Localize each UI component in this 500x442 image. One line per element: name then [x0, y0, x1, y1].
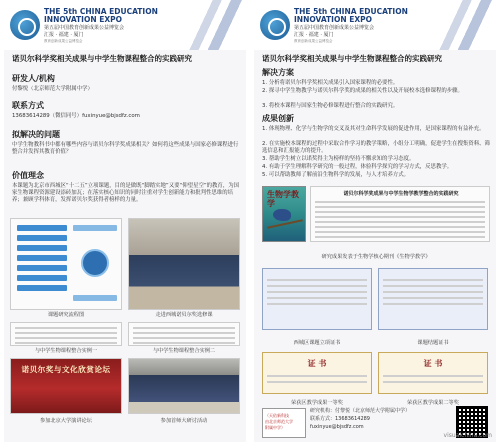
right-poster	[254, 0, 496, 442]
innovation-item-5: 5. 可以帮助教师了解前沿生物科学的发展，与人才培养方式。	[262, 172, 410, 178]
innovation-item-2: 2. 在实施校本课程的过程中采取合作学习的教学策略，小组分工明确，促进学生在搜集资料、筛选信息和汇报能力的提升。	[262, 141, 490, 155]
article-title: 诺贝尔科学奖成果与中学生物学教学整合的实践研究	[343, 191, 459, 197]
expo-logo-icon	[260, 10, 290, 40]
article-page	[310, 186, 490, 242]
expo-title-cn: 第五届中国教育创新成果公益博览会	[294, 25, 375, 31]
project-certificate	[262, 268, 372, 330]
innovation-item-3: 3. 帮助学生树立以诺奖得主为榜样的坚持不懈求知的学习态度。	[262, 156, 415, 162]
award-certificate-2	[378, 352, 488, 394]
flow-chart-image	[10, 218, 122, 310]
contact-note-1: （天佑新科技	[265, 413, 289, 418]
expo-logo-icon	[10, 10, 40, 40]
innovation-item-4: 4. 有助于学生理解科学研究的一般过程，体验科学探究的学习方式，反思教学。	[262, 164, 453, 170]
contact-note-box	[262, 408, 306, 438]
expo-subtitle: 教育创新成果公益博览会	[294, 39, 333, 43]
header-stripe	[428, 0, 496, 50]
contact-label-1: 研究机构：付黎悦（北京师范大学附属中学）	[310, 408, 411, 414]
problem-text: 中学生物教科书中都有哪些内容与诺贝尔科学奖成果相关？如何将这些成果与国家必修课程进行整合并发挥其教育价值？	[12, 142, 239, 156]
innovation-item-1: 1. 体现物理、化学与生物学的交叉及其对生命科学发展的促进作用，是国家课程的有益补充。	[262, 126, 485, 132]
expo-header-right	[254, 0, 496, 50]
expo-title-line2: INNOVATION EXPO	[44, 15, 122, 24]
contact-label-3: fuxinyue@bjsdfz.com	[310, 424, 364, 430]
award-certificate-1	[262, 352, 372, 394]
completion-certificate	[378, 268, 488, 330]
bird-icon	[273, 209, 291, 221]
solution-heading: 解决方案	[262, 68, 294, 77]
lecture-caption: 参加首师大研讨活动	[160, 418, 208, 424]
integration-doc-2	[128, 322, 240, 346]
classroom-photo	[128, 218, 240, 310]
award-caption-2: 荣获区教学成果二等奖	[407, 400, 459, 406]
solution-item-2: 2. 探寻中学生物教学与诺贝尔科学奖的成果的相关性以及开展校本选修课程的步骤。	[262, 88, 463, 94]
flow-caption: 课题研究流程图	[47, 312, 85, 318]
developer-heading: 研发人/机构	[12, 74, 55, 83]
cert-caption-2: 课题结题证书	[417, 340, 449, 346]
left-poster	[4, 0, 246, 442]
solution-item-3: 3. 将校本课程与国家生物必修课程进行整合的实践研究。	[262, 103, 399, 109]
expo-subtitle: 教育创新成果公益博览会	[44, 39, 83, 43]
value-text: 本课题为北京市西城区“十二五”立项课题，目的是做既“脚踏实地”又要“仰望星空”的教育，为国家生物课程资源建设添砖加瓦；在落实核心知识的同时注重对学生创新能力和批判性思维的培养；兼顾学科体育，发挥诺贝尔奖获得者榜样的力量。	[12, 183, 239, 204]
expo-title-cn: 第五届中国教育创新成果公益博览会	[44, 25, 125, 31]
integration-caption-1: 与中学生物课程整合实例一	[34, 348, 98, 354]
poster-title-right: 诺贝尔科学奖相关成果与中学生物课程整合的实践研究	[262, 54, 442, 63]
poster-title: 诺贝尔科学奖相关成果与中学生物课程整合的实践研究	[12, 54, 192, 63]
expo-location: 汇报 · 福建 · 厦门	[294, 32, 334, 38]
integration-caption-2: 与中学生物课程整合实例二	[152, 348, 216, 354]
developer-text: 付黎悦（北京师范大学附属中学）	[12, 86, 93, 92]
cert-caption-1: 西城区课题立项证书	[293, 340, 341, 346]
forum-photo	[10, 358, 122, 414]
problem-heading: 拟解决的问题	[12, 130, 60, 139]
integration-doc-1	[10, 322, 122, 346]
header-stripe	[178, 0, 246, 50]
expo-title-line1: THE 5th CHINA EDUCATION	[294, 7, 408, 16]
expo-location: 汇报 · 福建 · 厦门	[44, 32, 84, 38]
award-caption-1: 荣获区教学成果一等奖	[291, 400, 343, 406]
contact-heading: 联系方式	[12, 101, 44, 110]
contact-text: 13683614289（微信同号）fuxinyue@bjsdfz.com	[12, 113, 140, 119]
journal-cover	[262, 186, 306, 242]
innovation-heading: 成果创新	[262, 114, 294, 123]
forum-caption: 参加北京大学演讲论坛	[40, 418, 92, 424]
journal-title: 生物学教学	[267, 189, 299, 208]
expo-title-line1: THE 5th CHINA EDUCATION	[44, 7, 158, 16]
contact-note-2: 由北京师范大学	[265, 419, 293, 424]
value-heading: 价值理念	[12, 171, 44, 180]
forum-banner-text: 诺贝尔奖与文化欣赏论坛	[21, 365, 111, 374]
journal-caption: 研究成果发表于生物学核心期刊《生物学教学》	[321, 254, 431, 260]
expo-title-line2: INNOVATION EXPO	[294, 15, 372, 24]
award-title-1: 证 书	[307, 358, 327, 368]
talk-caption: 走进西城诺贝尔奖选修课	[155, 312, 213, 318]
contact-note-3: 附属中学）	[265, 425, 285, 430]
expo-header	[4, 0, 246, 50]
contact-label-2: 联系方式：13683614289	[310, 416, 370, 422]
award-title-2: 证 书	[423, 358, 443, 368]
watermark: visualchina.com	[443, 432, 492, 439]
lecture-photo	[128, 358, 240, 414]
solution-item-1: 1. 分析将诺贝尔科学奖相关成果引入国家课程的必要性。	[262, 80, 399, 86]
